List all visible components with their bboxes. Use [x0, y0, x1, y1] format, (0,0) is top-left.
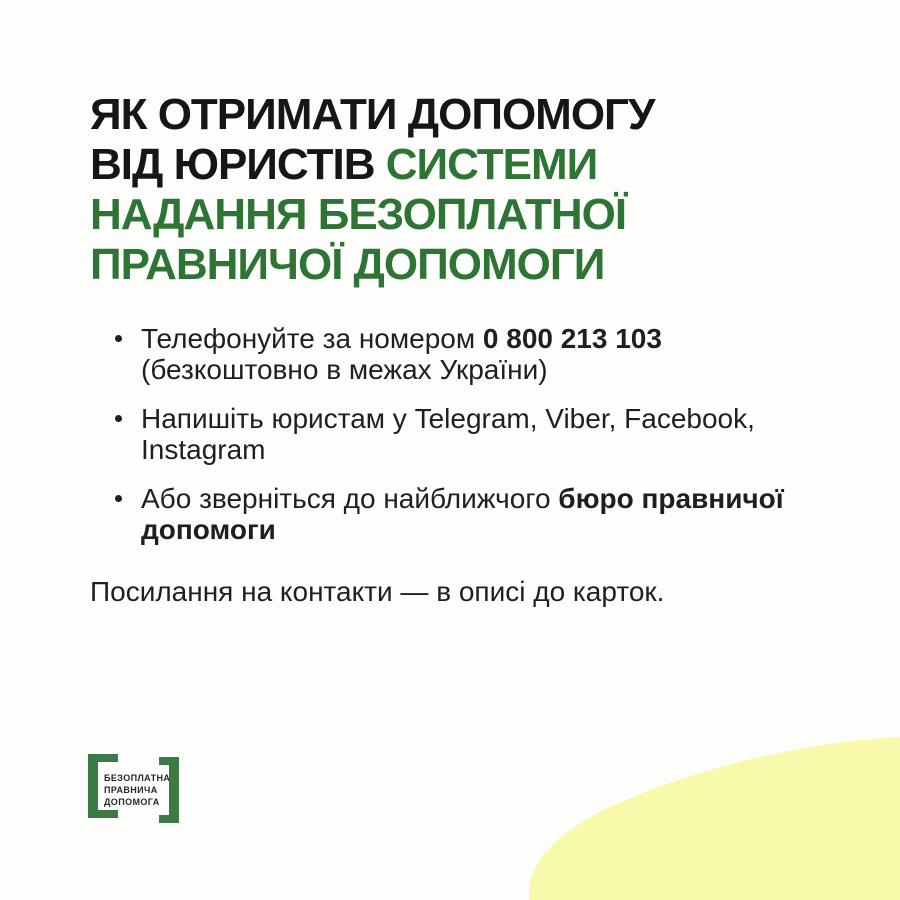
- contact-options-list: [141, 323, 801, 545]
- list-item-phone: [141, 323, 801, 385]
- phone-instruction-text: Телефонуйте за номером: [141, 323, 483, 354]
- logo-text-line2: ПРАВНИЧА: [104, 785, 158, 795]
- list-item-messengers: [141, 403, 801, 465]
- logo-text: [104, 772, 170, 808]
- legal-aid-logo: [88, 752, 180, 826]
- list-item-bureau: [141, 483, 801, 545]
- bullet-dot-icon: [115, 495, 122, 502]
- page-title: [90, 90, 654, 290]
- bullet-dot-icon: [115, 415, 122, 422]
- title-line-1: ЯК ОТРИМАТИ ДОПОМОГУ: [90, 90, 655, 139]
- phone-number: 0 800 213 103: [482, 323, 662, 354]
- title-line-2-black: ВІД ЮРИСТІВ: [90, 140, 386, 189]
- title-line-3: НАДАННЯ БЕЗОПЛАТНОЇ: [90, 190, 626, 239]
- messengers-text-line2: Instagram: [141, 434, 266, 465]
- title-line-4: ПРАВНИЧОЇ ДОПОМОГИ: [90, 240, 605, 289]
- logo-text-line1: БЕЗОПЛАТНА: [104, 773, 171, 783]
- bureau-name-line2: допомоги: [141, 514, 276, 545]
- messengers-text-line1: Напишіть юристам у Telegram, Viber, Facebook,: [141, 403, 755, 434]
- title-line-2: [90, 140, 654, 190]
- phone-note-text: (безкоштовно в межах України): [141, 354, 548, 385]
- contacts-note: Посилання на контакти — в описі до карток.: [90, 576, 665, 607]
- title-line-2-green: СИСТЕМИ: [385, 140, 598, 189]
- bureau-instruction-text: Або зверніться до найближчого: [141, 483, 559, 514]
- bullet-dot-icon: [115, 335, 122, 342]
- logo-text-line3: ДОПОМОГА: [104, 797, 160, 807]
- bureau-name-line1: бюро правничої: [558, 483, 784, 514]
